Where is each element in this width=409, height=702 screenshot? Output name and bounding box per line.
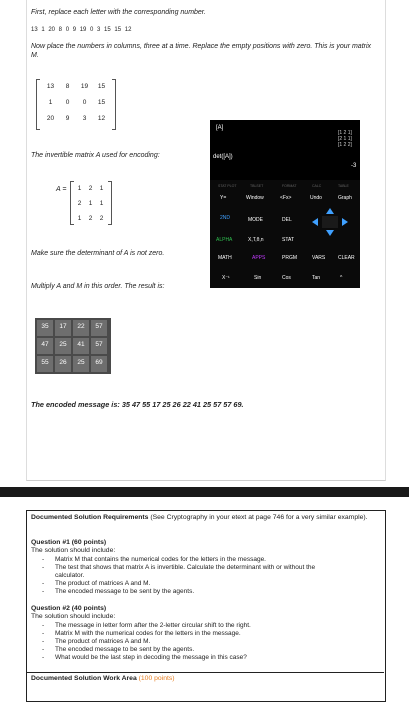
q2-title: Question #2 (40 points) [31, 605, 107, 612]
calc-key-prgm[interactable]: PRGM [282, 255, 297, 261]
matrix-m-cell: 0 [65, 99, 70, 106]
q1-item: The test that shows that matrix A is invertible. Calculate the determinant with or without the calculator. [55, 564, 316, 579]
calc-key-power[interactable]: ^ [340, 275, 343, 281]
calc-key-undo[interactable]: Undo [310, 195, 322, 201]
requirements-heading: Documented Solution Requirements (See Cryptography in your etext at page 746 for a very similar example). [31, 514, 368, 521]
q1-title: Question #1 (60 points) [31, 539, 107, 546]
calc-screen-matrix: [1 2 1] [2 1 1] [1 2 2] [338, 130, 352, 148]
result-cell: 26 [55, 356, 71, 372]
calc-key-mode[interactable]: MODE [248, 217, 263, 223]
calc-key-fx[interactable]: <Fx> [280, 195, 292, 201]
result-cell: 47 [37, 338, 53, 354]
matrix-a [74, 185, 107, 222]
q1-item: Matrix M that contains the numerical codes for the letters in the message. [55, 556, 266, 563]
calc-key-graph[interactable]: Graph [338, 195, 352, 201]
result-cell: 25 [73, 356, 89, 372]
matrix-m-cell: 3 [82, 115, 87, 122]
matrix-a-cell: 1 [99, 200, 104, 207]
matrix-a-right-bracket [108, 181, 112, 225]
calc-key-window[interactable]: Window [246, 195, 264, 201]
matrix-a-cell: 2 [77, 200, 82, 207]
matrix-a-cell: 2 [88, 185, 93, 192]
matrix-m-left-bracket [36, 79, 40, 130]
encoded-message: The encoded message is: 35 47 55 17 25 26 22 41 25 57 57 69. [31, 400, 244, 409]
matrix-m-cell: 1 [48, 99, 53, 106]
calc-key-apps[interactable]: APPS [252, 255, 266, 261]
calc-key-sin[interactable]: Sin [254, 275, 262, 281]
calc-key-alpha[interactable]: ALPHA [216, 237, 233, 243]
result-cell: 25 [55, 338, 71, 354]
calc-key-cos[interactable]: Cos [282, 275, 291, 281]
calc-keypad: STAT PLOT TBLSET FORMAT CALC TABLE Y= Window <Fx> Undo Graph 2ND MODE DEL ALPHA X,T,θ,n STAT MATH APPS PRGM VARS CLEAR X⁻¹ Sin Cos Tan ^ [210, 180, 360, 288]
result-cell: 57 [91, 338, 107, 354]
page-separator [0, 487, 409, 497]
q2-item: The message in letter form after the 2-letter circular shift to the right. [55, 622, 251, 629]
calc-screen-result: -3 [351, 163, 357, 169]
matrix-m-cell: 9 [65, 115, 70, 122]
work-area-heading: Documented Solution Work Area (100 points) [31, 675, 175, 682]
matrix-a-cell: 2 [99, 215, 104, 222]
calc-screen-row1: [A] [216, 125, 224, 131]
q2-item: What would be the last step in decoding the message in this case? [55, 654, 247, 661]
q1-item: The encoded message to be sent by the agents. [55, 588, 195, 595]
determinant-note: Make sure the determinant of A is not zero. [31, 250, 165, 257]
q2-item: Matrix M with the numerical codes for the letters in the message. [55, 630, 241, 637]
step2-text: Now place the numbers in columns, three at a time. Replace the empty positions with zero. This is your matrix M. [31, 43, 372, 59]
result-cell: 17 [55, 320, 71, 336]
result-cell: 55 [37, 356, 53, 372]
matrix-m [42, 83, 110, 122]
work-area-divider [26, 672, 384, 673]
step1-text: First, replace each letter with the corresponding number. [31, 9, 206, 16]
result-cell: 69 [91, 356, 107, 372]
matrix-m-cell: 15 [97, 83, 106, 90]
calc-key-clear[interactable]: CLEAR [338, 255, 355, 261]
matrix-a-cell: 1 [88, 200, 93, 207]
matrix-a-cell: 1 [99, 185, 104, 192]
calc-key-tan[interactable]: Tan [312, 275, 321, 281]
q1-intro: The solution should include: [31, 547, 116, 554]
matrix-a-cell: 1 [77, 185, 82, 192]
calc-key-inverse[interactable]: X⁻¹ [222, 275, 230, 281]
matrix-a-label: A = [56, 186, 67, 193]
matrix-m-cell: 13 [46, 83, 55, 90]
matrix-m-cell: 0 [82, 99, 87, 106]
calc-key-xt[interactable]: X,T,θ,n [248, 237, 264, 243]
calc-key-y[interactable]: Y= [220, 195, 227, 201]
calc-key-stat[interactable]: STAT [282, 237, 295, 243]
multiply-note: Multiply A and M in this order. The result is: [31, 283, 165, 290]
result-cell: 35 [37, 320, 53, 336]
matrix-a-cell: 1 [77, 215, 82, 222]
calc-key-2nd[interactable]: 2ND [220, 215, 231, 221]
letter-codes: 13 1 20 8 0 9 19 0 3 15 15 12 [31, 27, 132, 33]
q2-intro: The solution should include: [31, 613, 116, 620]
result-matrix [35, 318, 111, 374]
result-cell: 41 [73, 338, 89, 354]
calc-key-math[interactable]: MATH [218, 255, 232, 261]
matrix-m-cell: 8 [65, 83, 70, 90]
matrix-m-cell: 19 [80, 83, 89, 90]
calculator-screenshot [210, 120, 360, 288]
calc-key-del[interactable]: DEL [282, 217, 292, 223]
q1-item: The product of matrices A and M. [55, 580, 151, 587]
result-cell: 57 [91, 320, 107, 336]
matrix-m-right-bracket [112, 79, 116, 130]
q2-item: The encoded message to be sent by the agents. [55, 646, 195, 653]
q2-item: The product of matrices A and M. [55, 638, 151, 645]
matrix-m-cell: 20 [46, 115, 55, 122]
matrix-m-cell: 15 [97, 99, 106, 106]
matrix-a-cell: 2 [88, 215, 93, 222]
calc-screen-row2: det([A]) [213, 154, 233, 160]
calc-dpad-icon[interactable] [306, 204, 354, 240]
matrix-m-cell: 12 [97, 115, 106, 122]
calc-key-vars[interactable]: VARS [312, 255, 326, 261]
encoding-label: The invertible matrix A used for encoding: [31, 152, 160, 159]
result-cell: 22 [73, 320, 89, 336]
